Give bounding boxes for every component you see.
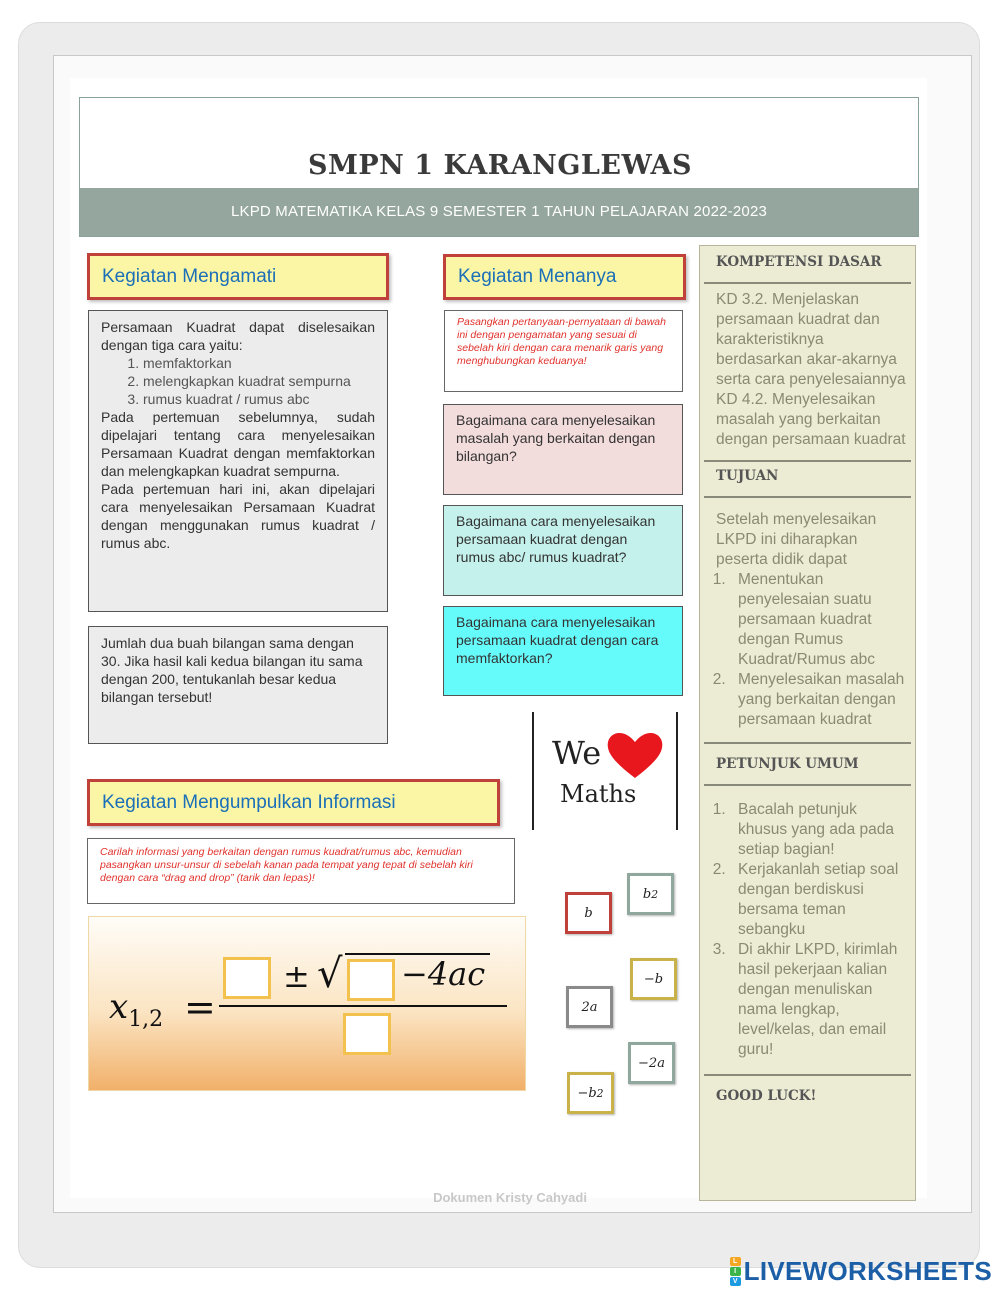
- informasi-title: Kegiatan Mengumpulkan Informasi: [87, 779, 500, 826]
- logo-letter: V: [730, 1277, 741, 1286]
- mengamati-paragraph-2: Pada pertemuan hari ini, akan dipelajari cara menyelesaikan Persamaan Kuadrat dengan menggunakan rumus kuadrat / rumus abc.: [101, 481, 375, 551]
- tile-superscript: 2: [596, 1086, 604, 1100]
- question-card[interactable]: Bagaimana cara menyelesaikan persamaan kuadrat dengan cara memfaktorkan?: [443, 606, 683, 696]
- petunjuk-list: [700, 786, 915, 1074]
- we-love-maths-logo: [532, 712, 678, 830]
- formula-sqrt-sign: √: [317, 951, 343, 997]
- worksheet-header: [79, 97, 919, 237]
- school-name: SMPN 1 KARANGLEWAS: [307, 150, 692, 181]
- logo-we-text: We: [552, 734, 602, 772]
- heart-icon: [606, 730, 664, 780]
- formula-radicand-tail: −4ac: [401, 955, 486, 993]
- method-item: 1. memfaktorkan: [143, 354, 375, 372]
- problem-text: Jumlah dua buah bilangan sama dengan 30. Jika hasil kali kedua bilangan itu sama dengan 200, tentukanlah besar kedua bilangan tersebut!: [101, 635, 363, 705]
- tile-label: b: [584, 905, 593, 921]
- fraction-bar: [219, 1005, 507, 1007]
- tujuan-heading: TUJUAN: [716, 468, 779, 484]
- petunjuk-item: 2. Kerjakanlah setiap soal dengan berdiskusi bersama teman sebangku: [730, 860, 909, 940]
- liveworksheets-logo-icon: [730, 1257, 741, 1286]
- tile-label: −b: [577, 1085, 597, 1101]
- tile-label: b: [642, 886, 652, 902]
- tile-label: −b: [643, 971, 664, 987]
- menanya-instruction: Pasangkan pertanyaan-pernyataan di bawah ini dengan pengamatan yang sesuai di sebelah kiri dengan cara menarik garis yang menghubungkan keduanya!: [444, 310, 683, 392]
- tujuan-list: [700, 570, 915, 742]
- tile-label: 2a: [581, 999, 598, 1015]
- formula-equals: =: [184, 985, 216, 1029]
- info-sidebar: [699, 245, 916, 1201]
- kd-text: KD 3.2. Menjelaskan persamaan kuadrat dan karakteristiknya berdasarkan akar-akarnya serta cara penyelesaiannya KD 4.2. Menyelesaikan masalah yang berkaitan dengan persamaan kuadrat: [716, 291, 906, 448]
- question-card[interactable]: Bagaimana cara menyelesaikan masalah yang berkaitan dengan bilangan?: [443, 404, 683, 495]
- denominator-drop-zone[interactable]: [343, 1013, 391, 1055]
- drag-tile[interactable]: [567, 1072, 614, 1114]
- formula-lhs-var: x: [109, 987, 129, 1027]
- tujuan-item: 1. Menentukan penyelesaian suatu persamaan kuadrat dengan Rumus Kuadrat/Rumus abc: [730, 570, 909, 670]
- logo-letter: I: [730, 1267, 741, 1276]
- problem-box: [88, 626, 388, 744]
- tujuan-intro: Setelah menyelesaikan LKPD ini diharapkan peserta didik dapat: [716, 511, 877, 568]
- drag-tile[interactable]: [566, 986, 613, 1028]
- informasi-instruction: Carilah informasi yang berkaitan dengan rumus kuadrat/rumus abc, kemudian pasangkan unsur-unsur di sebelah kanan pada tempat yang tepat di sebelah kiri dengan cara “drag and drop” (tarik dan lepas)!: [87, 838, 515, 904]
- method-item: 2. melengkapkan kuadrat sempurna: [143, 372, 375, 390]
- mengamati-paragraph-1: Pada pertemuan sebelumnya, sudah dipelajari tentang cara menyelesaikan Persamaan Kuadrat dengan memfaktorkan dan melengkapkan kuadrat sempurna.: [101, 409, 375, 479]
- tujuan-item: 2. Menyelesaikan masalah yang berkaitan dengan persamaan kuadrat: [730, 670, 909, 730]
- mengamati-intro: Persamaan Kuadrat dapat diselesaikan dengan tiga cara yaitu:: [101, 319, 375, 353]
- closing-text: GOOD LUCK!: [716, 1088, 817, 1104]
- logo-maths-text: Maths: [560, 780, 637, 808]
- method-list: [101, 354, 375, 408]
- drag-tile[interactable]: [627, 873, 674, 915]
- logo-letter: L: [730, 1257, 741, 1266]
- document-watermark: Dokumen Kristy Cahyadi: [433, 1190, 587, 1205]
- tile-label: −2a: [638, 1055, 665, 1071]
- question-card[interactable]: Bagaimana cara menyelesaikan persamaan kuadrat dengan rumus abc/ rumus kuadrat?: [443, 505, 683, 596]
- menanya-title: Kegiatan Menanya: [443, 254, 686, 300]
- tile-superscript: 2: [651, 887, 659, 901]
- liveworksheets-wordmark: LIVEWORKSHEETS: [743, 1256, 992, 1286]
- mengamati-title: Kegiatan Mengamati: [87, 253, 389, 300]
- petunjuk-heading: PETUNJUK UMUM: [716, 756, 859, 772]
- method-item: 3. rumus kuadrat / rumus abc: [143, 390, 375, 408]
- drag-tile[interactable]: [565, 892, 612, 934]
- radicand-drop-zone[interactable]: [347, 959, 395, 1001]
- formula-plus-minus: ±: [283, 957, 310, 995]
- formula-lhs-sub: 1,2: [128, 1006, 164, 1032]
- mengamati-text-box: [88, 310, 388, 612]
- worksheet-subtitle-banner: LKPD MATEMATIKA KELAS 9 SEMESTER 1 TAHUN PELAJARAN 2022-2023: [80, 188, 918, 236]
- numerator-drop-zone-1[interactable]: [223, 957, 271, 999]
- formula-lhs: [109, 987, 163, 1032]
- drag-tile[interactable]: [630, 958, 677, 1000]
- petunjuk-item: 1. Bacalah petunjuk khusus yang ada pada setiap bagian!: [730, 800, 909, 860]
- liveworksheets-brand[interactable]: [730, 1256, 992, 1287]
- quadratic-formula-panel: [88, 916, 526, 1091]
- kd-heading: KOMPETENSI DASAR: [716, 254, 882, 270]
- drag-tile[interactable]: [628, 1042, 675, 1084]
- petunjuk-item: 3. Di akhir LKPD, kirimlah hasil pekerjaan kalian dengan menuliskan nama lengkap, level/kelas, dan email guru!: [730, 940, 909, 1060]
